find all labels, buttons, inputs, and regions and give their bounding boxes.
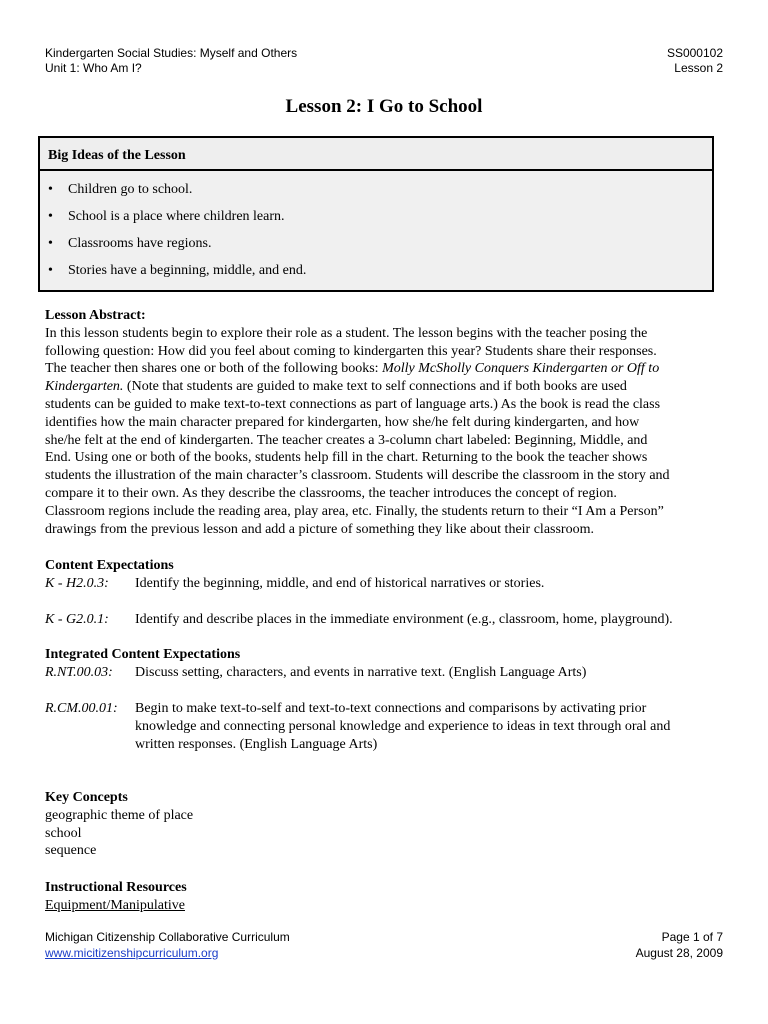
- page-title: Lesson 2: I Go to School: [285, 96, 483, 117]
- instructional-resources: [45, 879, 725, 915]
- abstract-line: End. Using one or both of the books, students help fill in the chart. Returning to the book the teacher shows: [45, 450, 648, 466]
- list-item: • Stories have a beginning, middle, and end.: [40, 258, 712, 285]
- integrated-expectations-heading: Integrated Content Expectations: [45, 647, 241, 662]
- page-header-left: [45, 46, 297, 76]
- expectation-text: Discuss setting, characters, and events in narrative text. (English Language Arts): [135, 664, 587, 680]
- expectation-code: R.CM.00.01:: [45, 700, 118, 716]
- unit-title: Unit 1: Who Am I?: [45, 61, 142, 75]
- expectation-text: knowledge and connecting personal knowledge and experience to ideas in text through oral and: [135, 718, 671, 734]
- expectation-text: written responses. (English Language Arts): [135, 736, 378, 752]
- page-footer-right: [636, 929, 723, 961]
- expectation-code: R.NT.00.03:: [45, 664, 113, 680]
- expectation-code: K - G2.0.1:: [45, 611, 109, 627]
- lesson-number: Lesson 2: [674, 61, 723, 75]
- expectation-row-continued: [45, 736, 725, 754]
- list-item: sequence: [45, 843, 97, 859]
- expectation-row: [45, 611, 725, 629]
- big-ideas-heading: Big Ideas of the Lesson: [40, 138, 712, 171]
- integrated-expectations: [45, 646, 725, 754]
- document-date: August 28, 2009: [635, 946, 723, 960]
- expectation-text: Identify and describe places in the immediate environment (e.g., classroom, home, playground).: [135, 611, 673, 627]
- key-concepts-heading: Key Concepts: [45, 790, 128, 805]
- abstract-line: compare it to their own. As they describe the classrooms, the teacher introduces the concept of region.: [45, 485, 617, 501]
- list-item: geographic theme of place: [45, 807, 194, 823]
- abstract-line: following question: How did you feel about coming to kindergarten this year? Students share their responses.: [45, 343, 657, 359]
- expectation-code: K - H2.0.3:: [45, 575, 109, 591]
- book-title: Molly McSholly Conquers Kindergarten or Off to: [382, 361, 660, 377]
- organization-name: Michigan Citizenship Collaborative Curriculum: [45, 930, 290, 944]
- course-title: Kindergarten Social Studies: Myself and Others: [45, 46, 298, 60]
- expectation-row: [45, 700, 725, 718]
- abstract-line: students the illustration of the main character’s classroom. Students will describe the classroom in the story and: [45, 468, 670, 484]
- curriculum-website-link[interactable]: www.micitizenshipcurriculum.org: [45, 946, 219, 960]
- lesson-abstract: [45, 307, 725, 538]
- page-footer-left: [45, 929, 290, 961]
- abstract-line: students can be guided to make text-to-text connections as part of language arts.) As the book is read the class: [45, 396, 661, 412]
- document-code: SS000102: [666, 46, 723, 60]
- resources-subheading: Equipment/Manipulative: [45, 897, 185, 913]
- page-number: Page 1 of 7: [661, 930, 723, 944]
- list-item: • Children go to school.: [40, 177, 712, 204]
- expectation-text: Begin to make text-to-self and text-to-text connections and comparisons by activating prior: [135, 700, 647, 716]
- abstract-line: identifies how the main character prepared for kindergarten, how she/he felt during kindergarten, and how: [45, 414, 640, 430]
- page-header-right: [667, 46, 723, 76]
- expectation-text: Identify the beginning, middle, and end of historical narratives or stories.: [135, 575, 545, 591]
- expectation-row: [45, 664, 725, 682]
- expectation-row-continued: [45, 718, 725, 736]
- abstract-line: [45, 378, 725, 396]
- resources-heading: Instructional Resources: [45, 880, 187, 895]
- content-expectations-heading: Content Expectations: [45, 558, 174, 573]
- list-item: school: [45, 825, 82, 841]
- abstract-line: drawings from the previous lesson and add a picture of something they like about their classroom.: [45, 521, 594, 537]
- big-ideas-box: [38, 136, 714, 292]
- abstract-line: she/he felt at the end of kindergarten. The teacher creates a 3-column chart labeled: Beginning, Middle, and: [45, 432, 648, 448]
- content-expectations: [45, 557, 725, 629]
- abstract-text: The teacher then shares one or both of the following books:: [45, 361, 383, 377]
- key-concepts: [45, 789, 725, 860]
- book-title: Kindergarten.: [45, 379, 124, 395]
- list-item: • School is a place where children learn.: [40, 204, 712, 231]
- abstract-text: (Note that students are guided to make text to self connections and if both books are used: [123, 379, 627, 395]
- abstract-heading: Lesson Abstract:: [45, 308, 146, 323]
- big-ideas-list: [40, 171, 712, 285]
- abstract-line: [45, 360, 725, 378]
- abstract-line: Classroom regions include the reading area, play area, etc. Finally, the students return to their “I Am a Person”: [45, 503, 664, 519]
- expectation-row: [45, 575, 725, 593]
- list-item: • Classrooms have regions.: [40, 231, 712, 258]
- abstract-line: In this lesson students begin to explore their role as a student. The lesson begins with the teacher posing the: [45, 325, 648, 341]
